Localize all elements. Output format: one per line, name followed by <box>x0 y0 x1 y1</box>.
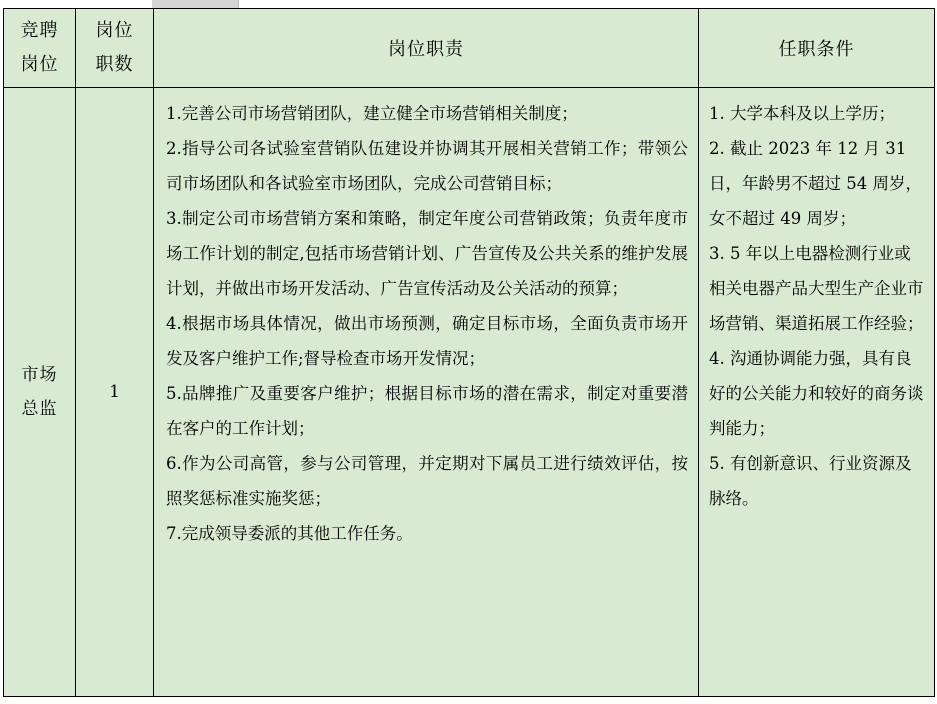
header-post-line2: 岗位 <box>20 54 59 75</box>
header-count-line1: 岗位 <box>95 20 134 41</box>
requirement-item: 2. 截止 2023 年 12 月 31 日，年龄男不超过 54 周岁，女不超过 49 周岁； <box>709 139 922 228</box>
header-duties-label: 岗位职责 <box>388 39 464 60</box>
duty-item: 3.制定公司市场营销方案和策略，制定年度公司营销政策；负责年度市场工作计划的制定,包括市场营销计划、广告宣传及公共关系的维护发展计划，并做出市场开发活动、广告宣传活动及公关活动的预算； <box>166 209 688 298</box>
header-cell-count <box>76 9 154 88</box>
requirement-item: 3. 5 年以上电器检测行业或相关电器产品大型生产企业市场营销、渠道拓展工作经验； <box>709 244 924 333</box>
requirement-item: 4. 沟通协调能力强，具有良好的公关能力和较好的商务谈判能力； <box>709 349 924 438</box>
requirement-item: 1. 大学本科及以上学历； <box>709 104 895 123</box>
table-row <box>4 88 935 697</box>
duty-item: 7.完成领导委派的其他工作任务。 <box>166 524 413 543</box>
duty-item: 2.指导公司各试验室营销队伍建设并协调其开展相关营销工作；带领公司市场团队和各试验室市场团队，完成公司营销目标； <box>166 139 688 193</box>
post-name-line1: 市场 <box>21 365 58 385</box>
header-requirements-label: 任职条件 <box>778 39 855 60</box>
duty-item: 6.作为公司高管，参与公司管理，并定期对下属员工进行绩效评估，按照奖惩标准实施奖惩； <box>166 454 688 508</box>
header-cell-post <box>4 9 76 88</box>
cell-duties <box>154 88 699 697</box>
cell-requirements <box>699 88 935 697</box>
duty-item: 5.品牌推广及重要客户维护；根据目标市场的潜在需求，制定对重要潜在客户的工作计划； <box>166 384 688 438</box>
cell-post-name <box>4 88 76 697</box>
window-tab-artifact <box>152 0 239 8</box>
header-cell-requirements <box>699 9 935 88</box>
job-description-table <box>3 8 935 697</box>
table-header-row <box>4 9 935 88</box>
requirement-item: 5. 有创新意识、行业资源及脉络。 <box>709 454 912 508</box>
duty-item: 4.根据市场具体情况，做出市场预测，确定目标市场，全面负责市场开发及客户维护工作;督导检查市场开发情况； <box>166 314 688 368</box>
header-count-line2: 职数 <box>95 54 134 75</box>
duty-item: 1.完善公司市场营销团队，建立健全市场营销相关制度； <box>166 104 578 123</box>
post-name-line2: 总监 <box>21 399 58 419</box>
header-post-line1: 竞聘 <box>20 20 59 41</box>
header-cell-duties <box>154 9 699 88</box>
cell-post-count <box>76 88 154 697</box>
post-count-value: 1 <box>109 382 120 402</box>
